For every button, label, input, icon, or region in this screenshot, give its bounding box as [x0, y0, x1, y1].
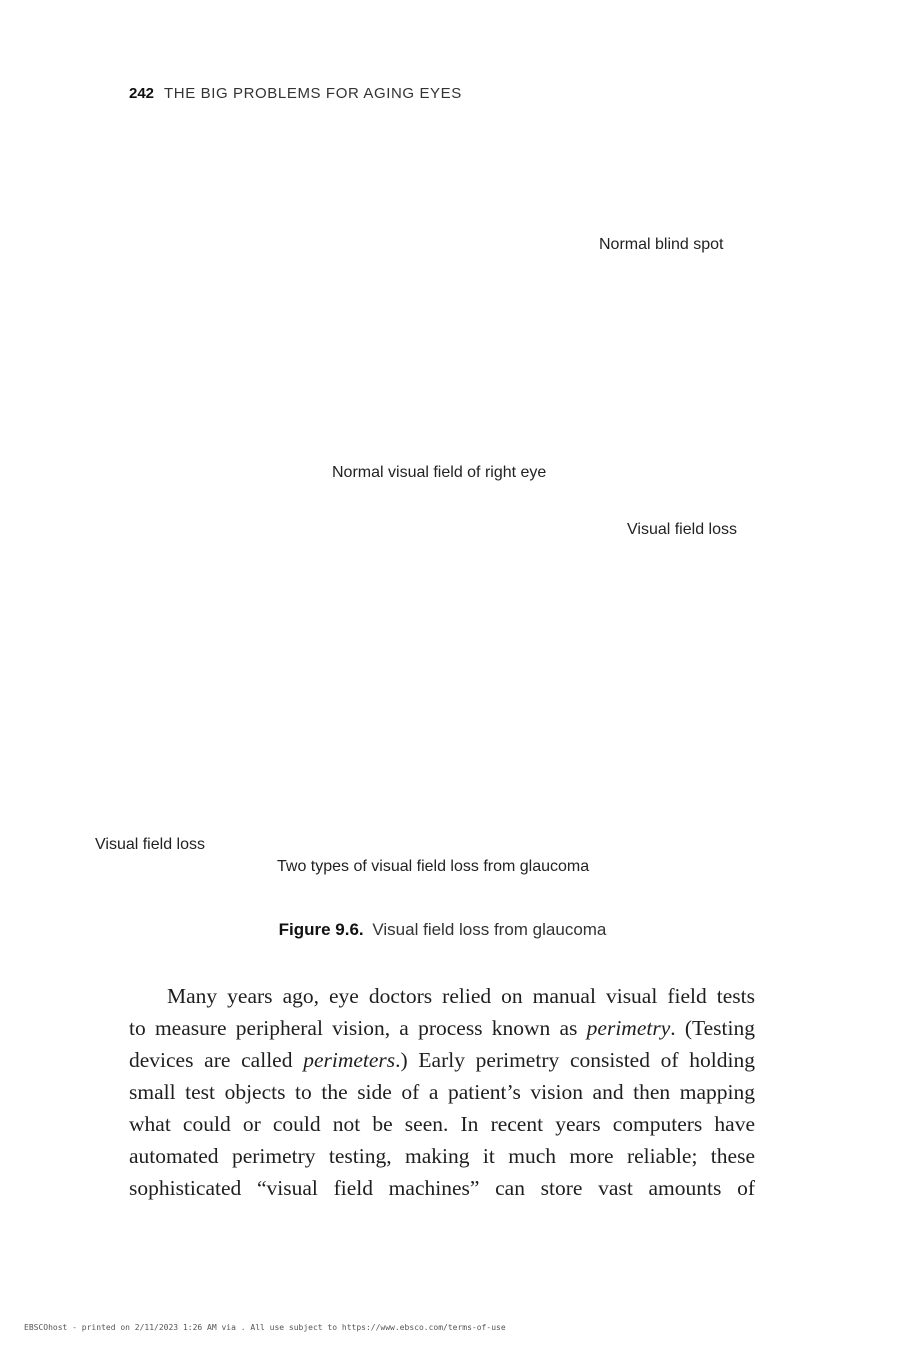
- page-number: 242: [129, 85, 155, 102]
- body-line: Many years ago, eye doctors relied on manual visual field tests: [167, 984, 755, 1008]
- text-run: . (Testing: [670, 1016, 755, 1040]
- body-paragraph: [129, 980, 755, 1204]
- label-normal-blind-spot: Normal blind spot: [599, 236, 724, 253]
- label-two-types: Two types of visual field loss from glaucoma: [277, 858, 590, 875]
- footer-notice: EBSCOhost - printed on 2/11/2023 1:26 AM via . All use subject to https://www.ebsco.com/terms-of-use: [24, 1323, 506, 1332]
- body-line: automated perimetry testing, making it much more reliable; these: [129, 1144, 755, 1168]
- label-visual-field-loss-left: Visual field loss: [95, 836, 205, 853]
- body-line: what could or could not be seen. In recent years computers have: [129, 1112, 755, 1136]
- body-line: [129, 1044, 755, 1076]
- figure-caption-text: Visual field loss from glaucoma: [372, 920, 607, 939]
- body-line: sophisticated “visual field machines” can store vast amounts of: [129, 1176, 755, 1200]
- text-run: devices are called: [129, 1048, 304, 1072]
- figure-number: Figure 9.6.: [278, 920, 364, 939]
- body-line: [129, 1012, 755, 1044]
- body-line: small test objects to the side of a patient’s vision and then mapping: [129, 1080, 755, 1104]
- term-perimeters: perimeters: [303, 1048, 396, 1072]
- figure-caption: [0, 920, 885, 940]
- label-normal-visual-field: Normal visual field of right eye: [332, 464, 547, 481]
- running-title: THE BIG PROBLEMS FOR AGING EYES: [164, 85, 462, 102]
- text-run: to measure peripheral vision, a process known as: [129, 1016, 587, 1040]
- label-visual-field-loss-right: Visual field loss: [627, 521, 737, 538]
- text-run: .) Early perimetry consisted of holding: [395, 1048, 755, 1072]
- term-perimetry: perimetry: [586, 1016, 671, 1040]
- running-head: [129, 85, 462, 102]
